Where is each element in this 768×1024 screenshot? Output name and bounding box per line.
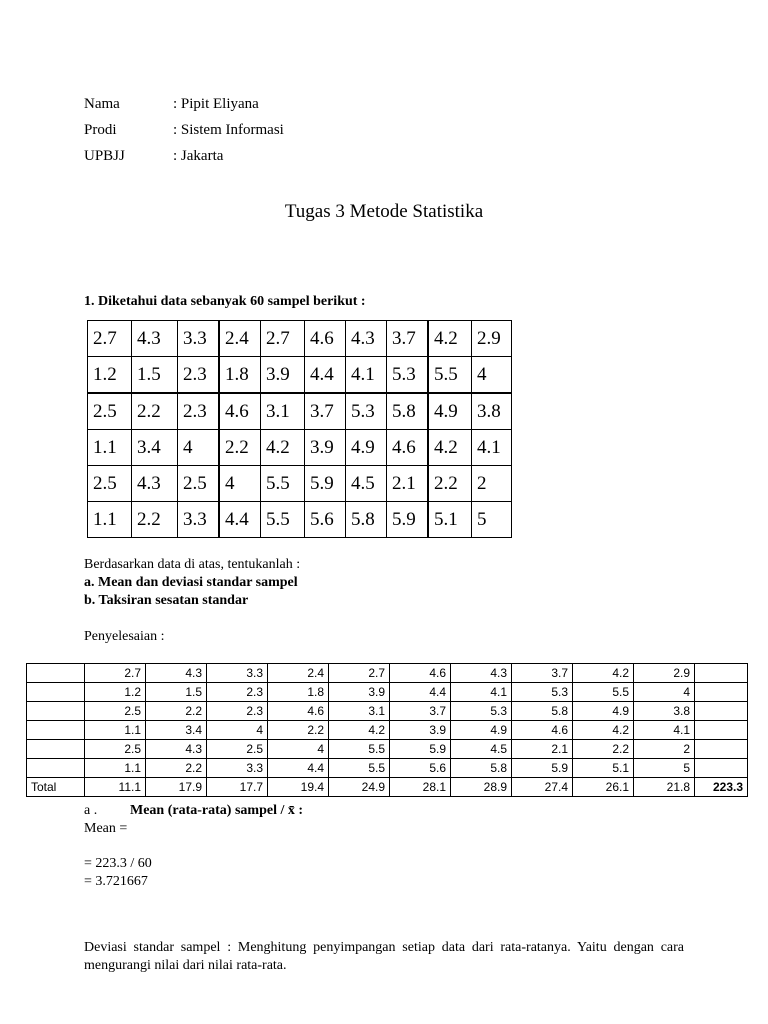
column-total-cell: 26.1 xyxy=(573,778,634,797)
sample-cell: 4.6 xyxy=(387,430,429,466)
data-cell: 5.5 xyxy=(329,740,390,759)
data-cell: 4.4 xyxy=(390,683,451,702)
sample-cell: 4.9 xyxy=(428,393,472,430)
data-cell: 4.2 xyxy=(573,664,634,683)
instruction-a: a. Mean dan deviasi standar sampel xyxy=(84,575,298,590)
data-cell: 1.1 xyxy=(85,759,146,778)
sample-cell: 1.8 xyxy=(219,357,261,394)
total-label: Total xyxy=(27,778,85,797)
sample-cell: 3.4 xyxy=(132,430,178,466)
data-cell: 5.8 xyxy=(451,759,512,778)
sample-cell: 4.5 xyxy=(346,466,387,502)
sample-cell: 3.9 xyxy=(261,357,305,394)
prodi-value: : Sistem Informasi xyxy=(173,122,284,138)
sample-cell: 2.2 xyxy=(132,393,178,430)
sample-cell: 2.5 xyxy=(88,393,132,430)
mean-label: Mean = xyxy=(84,821,128,836)
sample-row xyxy=(88,321,512,357)
data-cell: 2.5 xyxy=(85,740,146,759)
sample-cell: 5.8 xyxy=(346,502,387,538)
data-cell: 4.1 xyxy=(634,721,695,740)
sample-cell: 2.2 xyxy=(219,430,261,466)
sample-row xyxy=(88,466,512,502)
data-cell: 5.9 xyxy=(512,759,573,778)
column-total-cell: 17.9 xyxy=(146,778,207,797)
empty-cell xyxy=(695,664,748,683)
sample-cell: 4 xyxy=(219,466,261,502)
empty-cell xyxy=(695,683,748,702)
instruction-b: b. Taksiran sesatan standar xyxy=(84,593,249,608)
table-row xyxy=(27,664,748,683)
sample-cell: 1.1 xyxy=(88,502,132,538)
page-title: Tugas 3 Metode Statistika xyxy=(284,201,484,222)
sample-cell: 1.1 xyxy=(88,430,132,466)
data-cell: 4.3 xyxy=(146,740,207,759)
data-cell: 4.4 xyxy=(268,759,329,778)
sample-cell: 4.3 xyxy=(132,466,178,502)
sample-cell: 3.3 xyxy=(178,321,220,357)
sample-cell: 5.5 xyxy=(261,466,305,502)
sample-cell: 5 xyxy=(472,502,512,538)
sample-cell: 2.2 xyxy=(428,466,472,502)
data-cell: 5.3 xyxy=(451,702,512,721)
data-cell: 4.6 xyxy=(512,721,573,740)
empty-cell xyxy=(695,702,748,721)
data-cell: 5.6 xyxy=(390,759,451,778)
data-cell: 4.1 xyxy=(451,683,512,702)
table-row xyxy=(27,740,748,759)
sample-cell: 3.7 xyxy=(305,393,346,430)
data-cell: 1.8 xyxy=(268,683,329,702)
data-cell: 2.2 xyxy=(268,721,329,740)
mean-heading: Mean (rata-rata) sampel / x̄ : xyxy=(130,803,304,818)
data-cell: 4 xyxy=(207,721,268,740)
empty-cell xyxy=(695,759,748,778)
data-cell: 5.1 xyxy=(573,759,634,778)
data-cell: 2.3 xyxy=(207,683,268,702)
sample-cell: 5.5 xyxy=(428,357,472,394)
table-row xyxy=(27,721,748,740)
sample-cell: 5.8 xyxy=(387,393,429,430)
data-cell: 2.2 xyxy=(146,759,207,778)
data-cell: 4.2 xyxy=(329,721,390,740)
prodi-label: Prodi xyxy=(84,122,117,138)
data-cell: 4.6 xyxy=(390,664,451,683)
data-cell: 3.9 xyxy=(329,683,390,702)
data-cell: 3.3 xyxy=(207,759,268,778)
empty-cell xyxy=(695,740,748,759)
sample-cell: 4.6 xyxy=(305,321,346,357)
sample-cell: 2.7 xyxy=(261,321,305,357)
name-label: Nama xyxy=(84,96,120,112)
data-cell: 2.5 xyxy=(207,740,268,759)
column-total-cell: 21.8 xyxy=(634,778,695,797)
sample-cell: 4.6 xyxy=(219,393,261,430)
data-cell: 3.4 xyxy=(146,721,207,740)
data-cell: 4 xyxy=(268,740,329,759)
sample-cell: 2.7 xyxy=(88,321,132,357)
column-total-cell: 24.9 xyxy=(329,778,390,797)
upbjj-label: UPBJJ xyxy=(84,148,125,164)
row-label-cell xyxy=(27,740,85,759)
data-cell: 2.7 xyxy=(329,664,390,683)
data-cell: 5.5 xyxy=(573,683,634,702)
sample-cell: 2.3 xyxy=(178,357,220,394)
sample-cell: 4 xyxy=(178,430,220,466)
question-text: 1. Diketahui data sebanyak 60 sampel berikut : xyxy=(84,294,366,309)
sample-cell: 4.3 xyxy=(346,321,387,357)
mean-calc-2: = 3.721667 xyxy=(84,874,148,889)
data-cell: 1.2 xyxy=(85,683,146,702)
data-cell: 4 xyxy=(634,683,695,702)
sample-cell: 5.3 xyxy=(346,393,387,430)
sample-cell: 4.4 xyxy=(305,357,346,394)
total-row xyxy=(27,778,748,797)
sample-cell: 2.4 xyxy=(219,321,261,357)
sample-cell: 4.2 xyxy=(261,430,305,466)
table-row xyxy=(27,683,748,702)
sample-row xyxy=(88,502,512,538)
data-cell: 3.1 xyxy=(329,702,390,721)
data-cell: 5.3 xyxy=(512,683,573,702)
sample-cell: 3.3 xyxy=(178,502,220,538)
table-row xyxy=(27,702,748,721)
data-cell: 4.2 xyxy=(573,721,634,740)
data-cell: 2.2 xyxy=(146,702,207,721)
sample-cell: 3.8 xyxy=(472,393,512,430)
sample-cell: 2.2 xyxy=(132,502,178,538)
column-total-cell: 17.7 xyxy=(207,778,268,797)
solution-label: Penyelesaian : xyxy=(84,629,165,644)
sample-cell: 4.1 xyxy=(472,430,512,466)
sample-cell: 5.9 xyxy=(305,466,346,502)
sample-cell: 4.2 xyxy=(428,430,472,466)
data-cell: 5 xyxy=(634,759,695,778)
data-cell: 2.1 xyxy=(512,740,573,759)
sample-cell: 2 xyxy=(472,466,512,502)
sample-cell: 3.7 xyxy=(387,321,429,357)
sample-row xyxy=(88,393,512,430)
calculation-table xyxy=(26,663,748,797)
sample-cell: 2.5 xyxy=(88,466,132,502)
name-value: : Pipit Eliyana xyxy=(173,96,259,112)
sample-row xyxy=(88,430,512,466)
data-cell: 5.9 xyxy=(390,740,451,759)
data-cell: 4.9 xyxy=(573,702,634,721)
data-cell: 4.9 xyxy=(451,721,512,740)
column-total-cell: 28.1 xyxy=(390,778,451,797)
sample-cell: 4.9 xyxy=(346,430,387,466)
row-label-cell xyxy=(27,664,85,683)
sample-cell: 1.5 xyxy=(132,357,178,394)
sample-cell: 5.6 xyxy=(305,502,346,538)
data-cell: 3.7 xyxy=(512,664,573,683)
row-label-cell xyxy=(27,759,85,778)
row-label-cell xyxy=(27,683,85,702)
sample-cell: 4.2 xyxy=(428,321,472,357)
data-cell: 2.5 xyxy=(85,702,146,721)
data-cell: 4.3 xyxy=(146,664,207,683)
data-cell: 5.5 xyxy=(329,759,390,778)
upbjj-value: : Jakarta xyxy=(173,148,224,164)
data-cell: 5.8 xyxy=(512,702,573,721)
sample-cell: 1.2 xyxy=(88,357,132,394)
row-label-cell xyxy=(27,721,85,740)
sample-cell: 3.9 xyxy=(305,430,346,466)
sample-cell: 2.5 xyxy=(178,466,220,502)
mean-prefix: a . xyxy=(84,803,98,818)
column-total-cell: 28.9 xyxy=(451,778,512,797)
data-cell: 4.6 xyxy=(268,702,329,721)
deviation-paragraph: Deviasi standar sampel : Menghitung penyimpangan setiap data dari rata-ratanya. Yaitu dengan cara mengurangi nilai dari nilai rata-rata. xyxy=(84,940,684,973)
sample-cell: 4.1 xyxy=(346,357,387,394)
instructions-intro: Berdasarkan data di atas, tentukanlah : xyxy=(84,557,301,572)
data-cell: 3.7 xyxy=(390,702,451,721)
data-cell: 1.1 xyxy=(85,721,146,740)
empty-cell xyxy=(695,721,748,740)
data-cell: 4.5 xyxy=(451,740,512,759)
sample-cell: 3.1 xyxy=(261,393,305,430)
sample-cell: 4 xyxy=(472,357,512,394)
data-cell: 2.7 xyxy=(85,664,146,683)
sample-row xyxy=(88,357,512,394)
data-cell: 4.3 xyxy=(451,664,512,683)
sample-cell: 2.3 xyxy=(178,393,220,430)
column-total-cell: 11.1 xyxy=(85,778,146,797)
data-cell: 2.2 xyxy=(573,740,634,759)
data-cell: 2.4 xyxy=(268,664,329,683)
data-cell: 3.8 xyxy=(634,702,695,721)
grand-total-cell: 223.3 xyxy=(695,778,748,797)
mean-calc-1: = 223.3 / 60 xyxy=(84,856,152,871)
sample-cell: 4.4 xyxy=(219,502,261,538)
sample-cell: 2.9 xyxy=(472,321,512,357)
data-cell: 2.9 xyxy=(634,664,695,683)
sample-cell: 5.9 xyxy=(387,502,429,538)
sample-cell: 5.5 xyxy=(261,502,305,538)
column-total-cell: 27.4 xyxy=(512,778,573,797)
data-cell: 2.3 xyxy=(207,702,268,721)
data-cell: 2 xyxy=(634,740,695,759)
column-total-cell: 19.4 xyxy=(268,778,329,797)
row-label-cell xyxy=(27,702,85,721)
sample-cell: 5.1 xyxy=(428,502,472,538)
data-cell: 3.3 xyxy=(207,664,268,683)
data-cell: 3.9 xyxy=(390,721,451,740)
data-cell: 1.5 xyxy=(146,683,207,702)
sample-cell: 5.3 xyxy=(387,357,429,394)
sample-cell: 4.3 xyxy=(132,321,178,357)
sample-data-table xyxy=(87,320,512,538)
table-row xyxy=(27,759,748,778)
sample-cell: 2.1 xyxy=(387,466,429,502)
